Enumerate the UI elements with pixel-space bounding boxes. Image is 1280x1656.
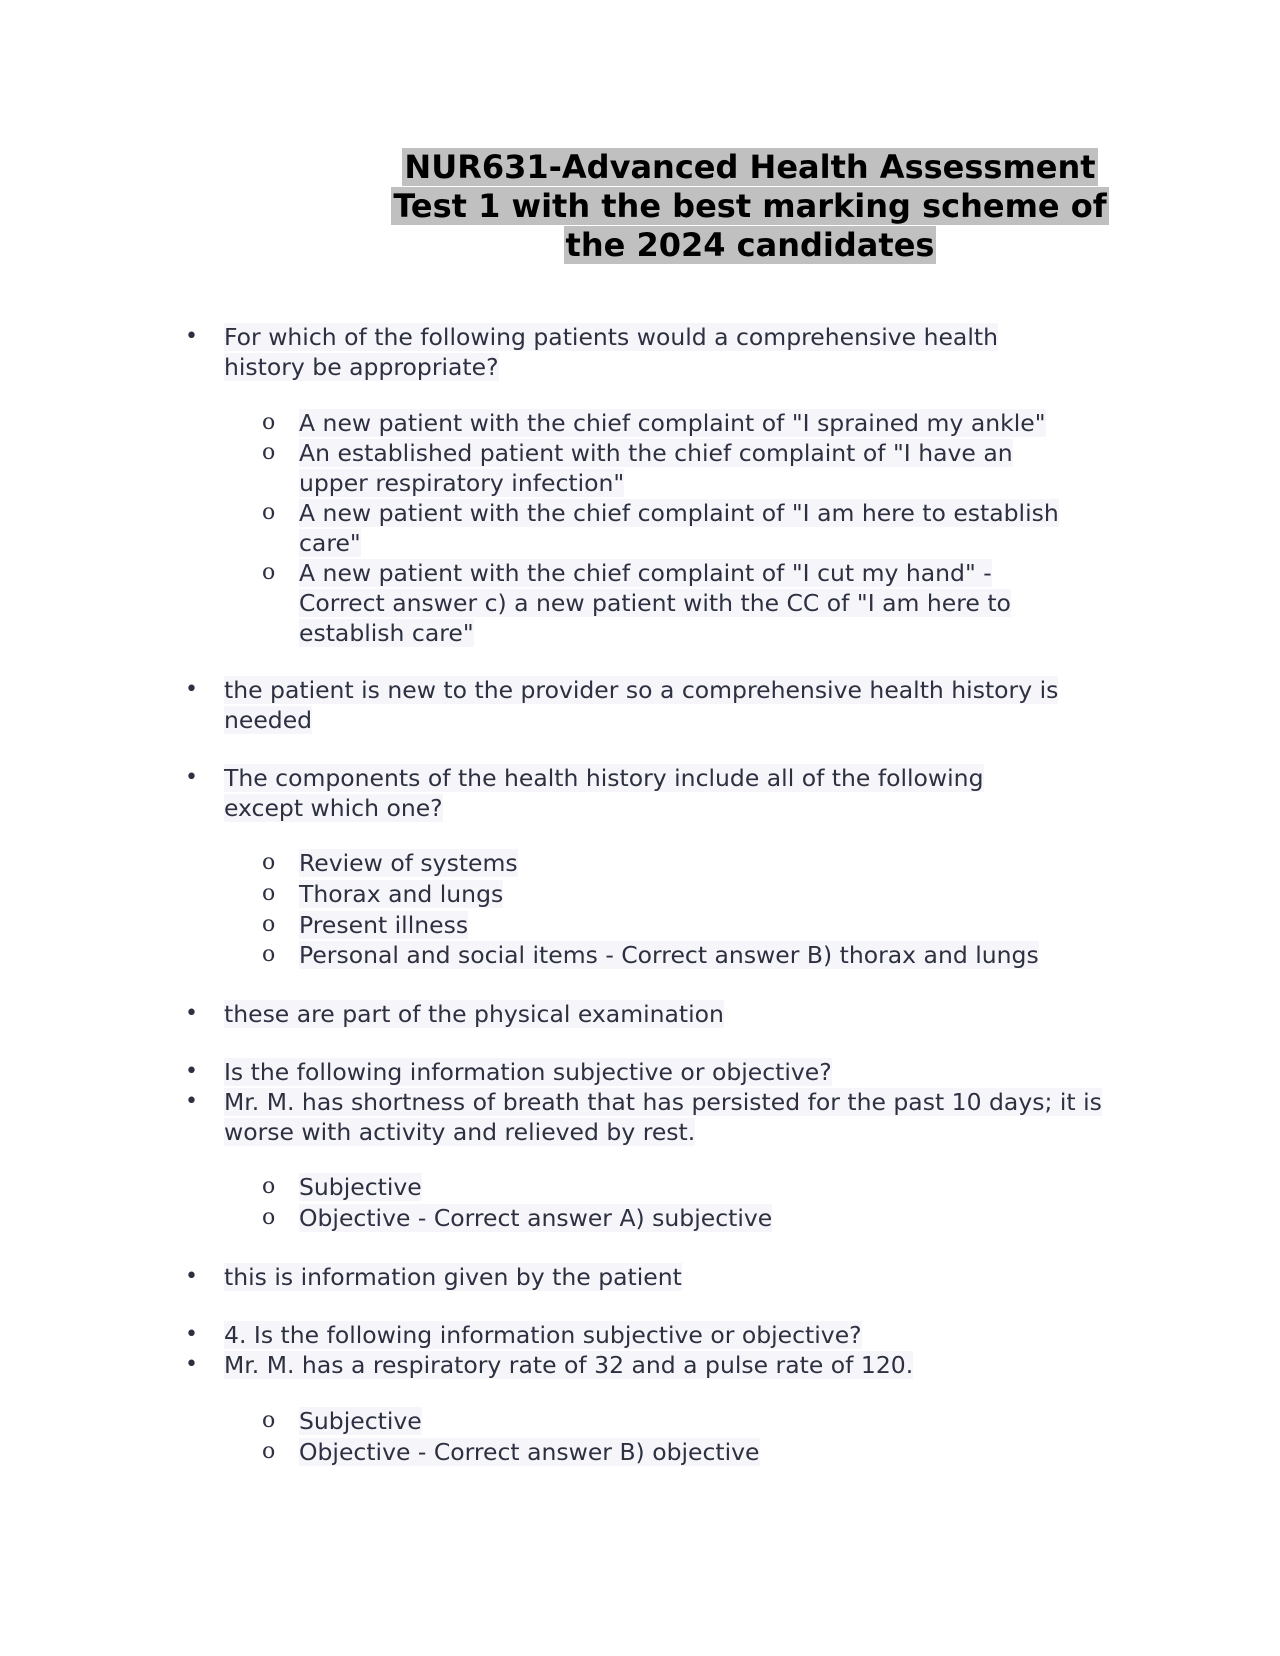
list-item (224, 675, 1104, 735)
option-text: Present illness (299, 911, 469, 939)
list-item (299, 1406, 1129, 1436)
list-item (299, 910, 1129, 940)
list-item (224, 322, 1074, 382)
sub-bullet-icon: o (262, 912, 276, 937)
list-item (224, 1057, 1124, 1087)
list-item (299, 1172, 1129, 1202)
bullet-icon: • (185, 324, 198, 349)
list-item (299, 940, 1129, 970)
option-text: A new patient with the chief complaint of "I cut my hand" - Correct answer c) a new patient with the CC of "I am here to establish care" (299, 559, 1011, 647)
sub-bullet-icon: o (262, 942, 276, 967)
bullet-icon: • (185, 1001, 198, 1026)
list-item (299, 1203, 1129, 1233)
question-2-text: The components of the health history include all of the following except which one? (224, 764, 984, 822)
sub-bullet-icon: o (262, 1439, 276, 1464)
bullet-icon: • (185, 1352, 198, 1377)
list-item (299, 408, 1129, 438)
list-item (299, 438, 1079, 498)
bullet-icon: • (185, 1059, 198, 1084)
rationale-text: this is information given by the patient (224, 1263, 682, 1291)
list-item (224, 999, 1124, 1029)
option-text: Subjective (299, 1407, 422, 1435)
list-item (224, 1087, 1104, 1147)
sub-bullet-icon: o (262, 1174, 276, 1199)
rationale-text: the patient is new to the provider so a comprehensive health history is needed (224, 676, 1059, 734)
title-line-3: the 2024 candidates (565, 226, 935, 264)
list-item (224, 1262, 1124, 1292)
list-item (299, 848, 1129, 878)
bullet-icon: • (185, 765, 198, 790)
question-4-text: 4. Is the following information subjective or objective? (224, 1321, 862, 1349)
question-3-text: Is the following information subjective or objective? (224, 1058, 832, 1086)
option-text: Thorax and lungs (299, 880, 504, 908)
bullet-icon: • (185, 1322, 198, 1347)
option-text: Objective - Correct answer A) subjective (299, 1204, 773, 1232)
sub-bullet-icon: o (262, 560, 276, 585)
option-text: An established patient with the chief complaint of "I have an upper respiratory infection" (299, 439, 1013, 497)
option-text: Review of systems (299, 849, 518, 877)
bullet-icon: • (185, 677, 198, 702)
bullet-icon: • (185, 1264, 198, 1289)
question-4-detail: Mr. M. has a respiratory rate of 32 and a pulse rate of 120. (224, 1351, 914, 1379)
option-text: Objective - Correct answer B) objective (299, 1438, 760, 1466)
sub-bullet-icon: o (262, 500, 276, 525)
list-item (299, 558, 1059, 648)
rationale-text: these are part of the physical examination (224, 1000, 724, 1028)
option-text: Subjective (299, 1173, 422, 1201)
list-item (224, 1320, 1124, 1350)
sub-bullet-icon: o (262, 1408, 276, 1433)
question-3-detail: Mr. M. has shortness of breath that has persisted for the past 10 days; it is worse with activity and relieved by rest. (224, 1088, 1102, 1146)
question-1-text: For which of the following patients would a comprehensive health history be appropriate? (224, 323, 998, 381)
list-item (224, 1350, 1124, 1380)
option-text: Personal and social items - Correct answer B) thorax and lungs (299, 941, 1039, 969)
sub-bullet-icon: o (262, 1205, 276, 1230)
sub-bullet-icon: o (262, 410, 276, 435)
title-line-1: NUR631-Advanced Health Assessment (404, 148, 1096, 186)
sub-bullet-icon: o (262, 881, 276, 906)
option-text: A new patient with the chief complaint of "I am here to establish care" (299, 499, 1059, 557)
list-item (299, 1437, 1129, 1467)
list-item (299, 498, 1099, 558)
sub-bullet-icon: o (262, 440, 276, 465)
bullet-icon: • (185, 1089, 198, 1114)
title-line-2: Test 1 with the best marking scheme of (393, 187, 1107, 225)
sub-bullet-icon: o (262, 850, 276, 875)
option-text: A new patient with the chief complaint of "I sprained my ankle" (299, 409, 1046, 437)
list-item (299, 879, 1129, 909)
list-item (224, 763, 1044, 823)
